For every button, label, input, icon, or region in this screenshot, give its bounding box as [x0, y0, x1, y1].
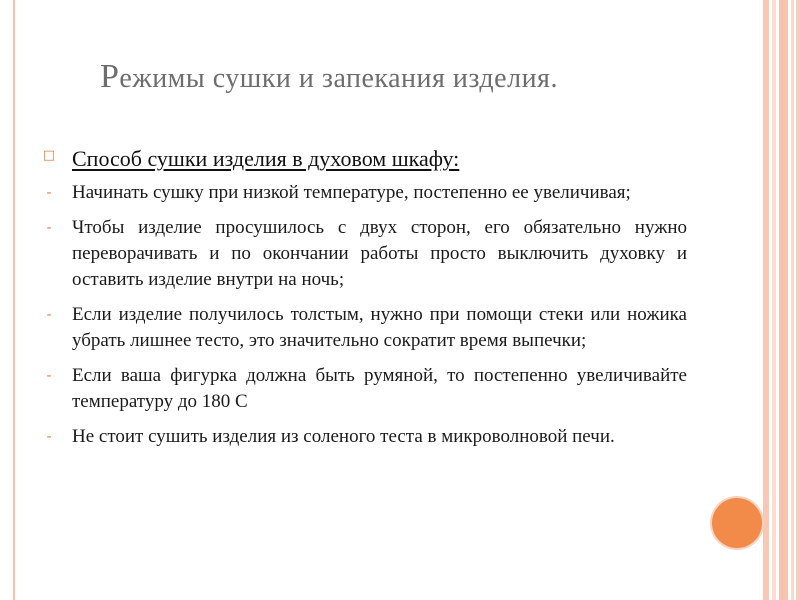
right-stripe — [763, 0, 769, 600]
slide-title — [100, 58, 720, 96]
list-item-text: Если изделие получилось толстым, нужно при помощи стеки или ножика убрать лишнее тесто, это значительно сократит время выпечки; — [72, 304, 687, 351]
right-stripe — [791, 0, 794, 600]
content-heading: Способ сушки изделия в духовом шкафу: — [72, 146, 460, 171]
content-heading-row — [42, 146, 687, 172]
dash-bullet-icon: - — [46, 220, 52, 236]
list-item — [42, 363, 687, 415]
dash-bullet-icon: - — [46, 185, 52, 201]
list-item-text: Начинать сушку при низкой температуре, постепенно ее увеличивая; — [72, 182, 631, 203]
list-item-text: Чтобы изделие просушилось с двух сторон, его обязательно нужно переворачивать и по окончании работы просто выключить духовку и оставить изделие внутри на ночь; — [72, 217, 687, 290]
left-border-line — [13, 0, 15, 600]
dash-bullet-icon: - — [46, 368, 52, 384]
list-item — [42, 424, 687, 450]
list-item — [42, 302, 687, 354]
slide-title-first-letter: Р — [100, 58, 120, 95]
dash-bullet-icon: - — [46, 307, 52, 323]
right-stripe — [796, 0, 800, 600]
list-item — [42, 215, 687, 293]
slide-content — [42, 146, 687, 459]
right-stripe — [779, 0, 788, 600]
list-item-text: Не стоит сушить изделия из соленого теста в микроволновой печи. — [72, 426, 615, 447]
decorative-circle — [712, 498, 762, 548]
right-stripe — [772, 0, 776, 600]
slide-title-rest: ежимы сушки и запекания изделия. — [119, 63, 558, 94]
box-bullet-icon: □ — [42, 148, 56, 163]
list-item-text: Если ваша фигурка должна быть румяной, то постепенно увеличивайте температуру до 180 С — [72, 365, 687, 412]
list-item — [42, 180, 687, 206]
dash-bullet-icon: - — [46, 429, 52, 445]
